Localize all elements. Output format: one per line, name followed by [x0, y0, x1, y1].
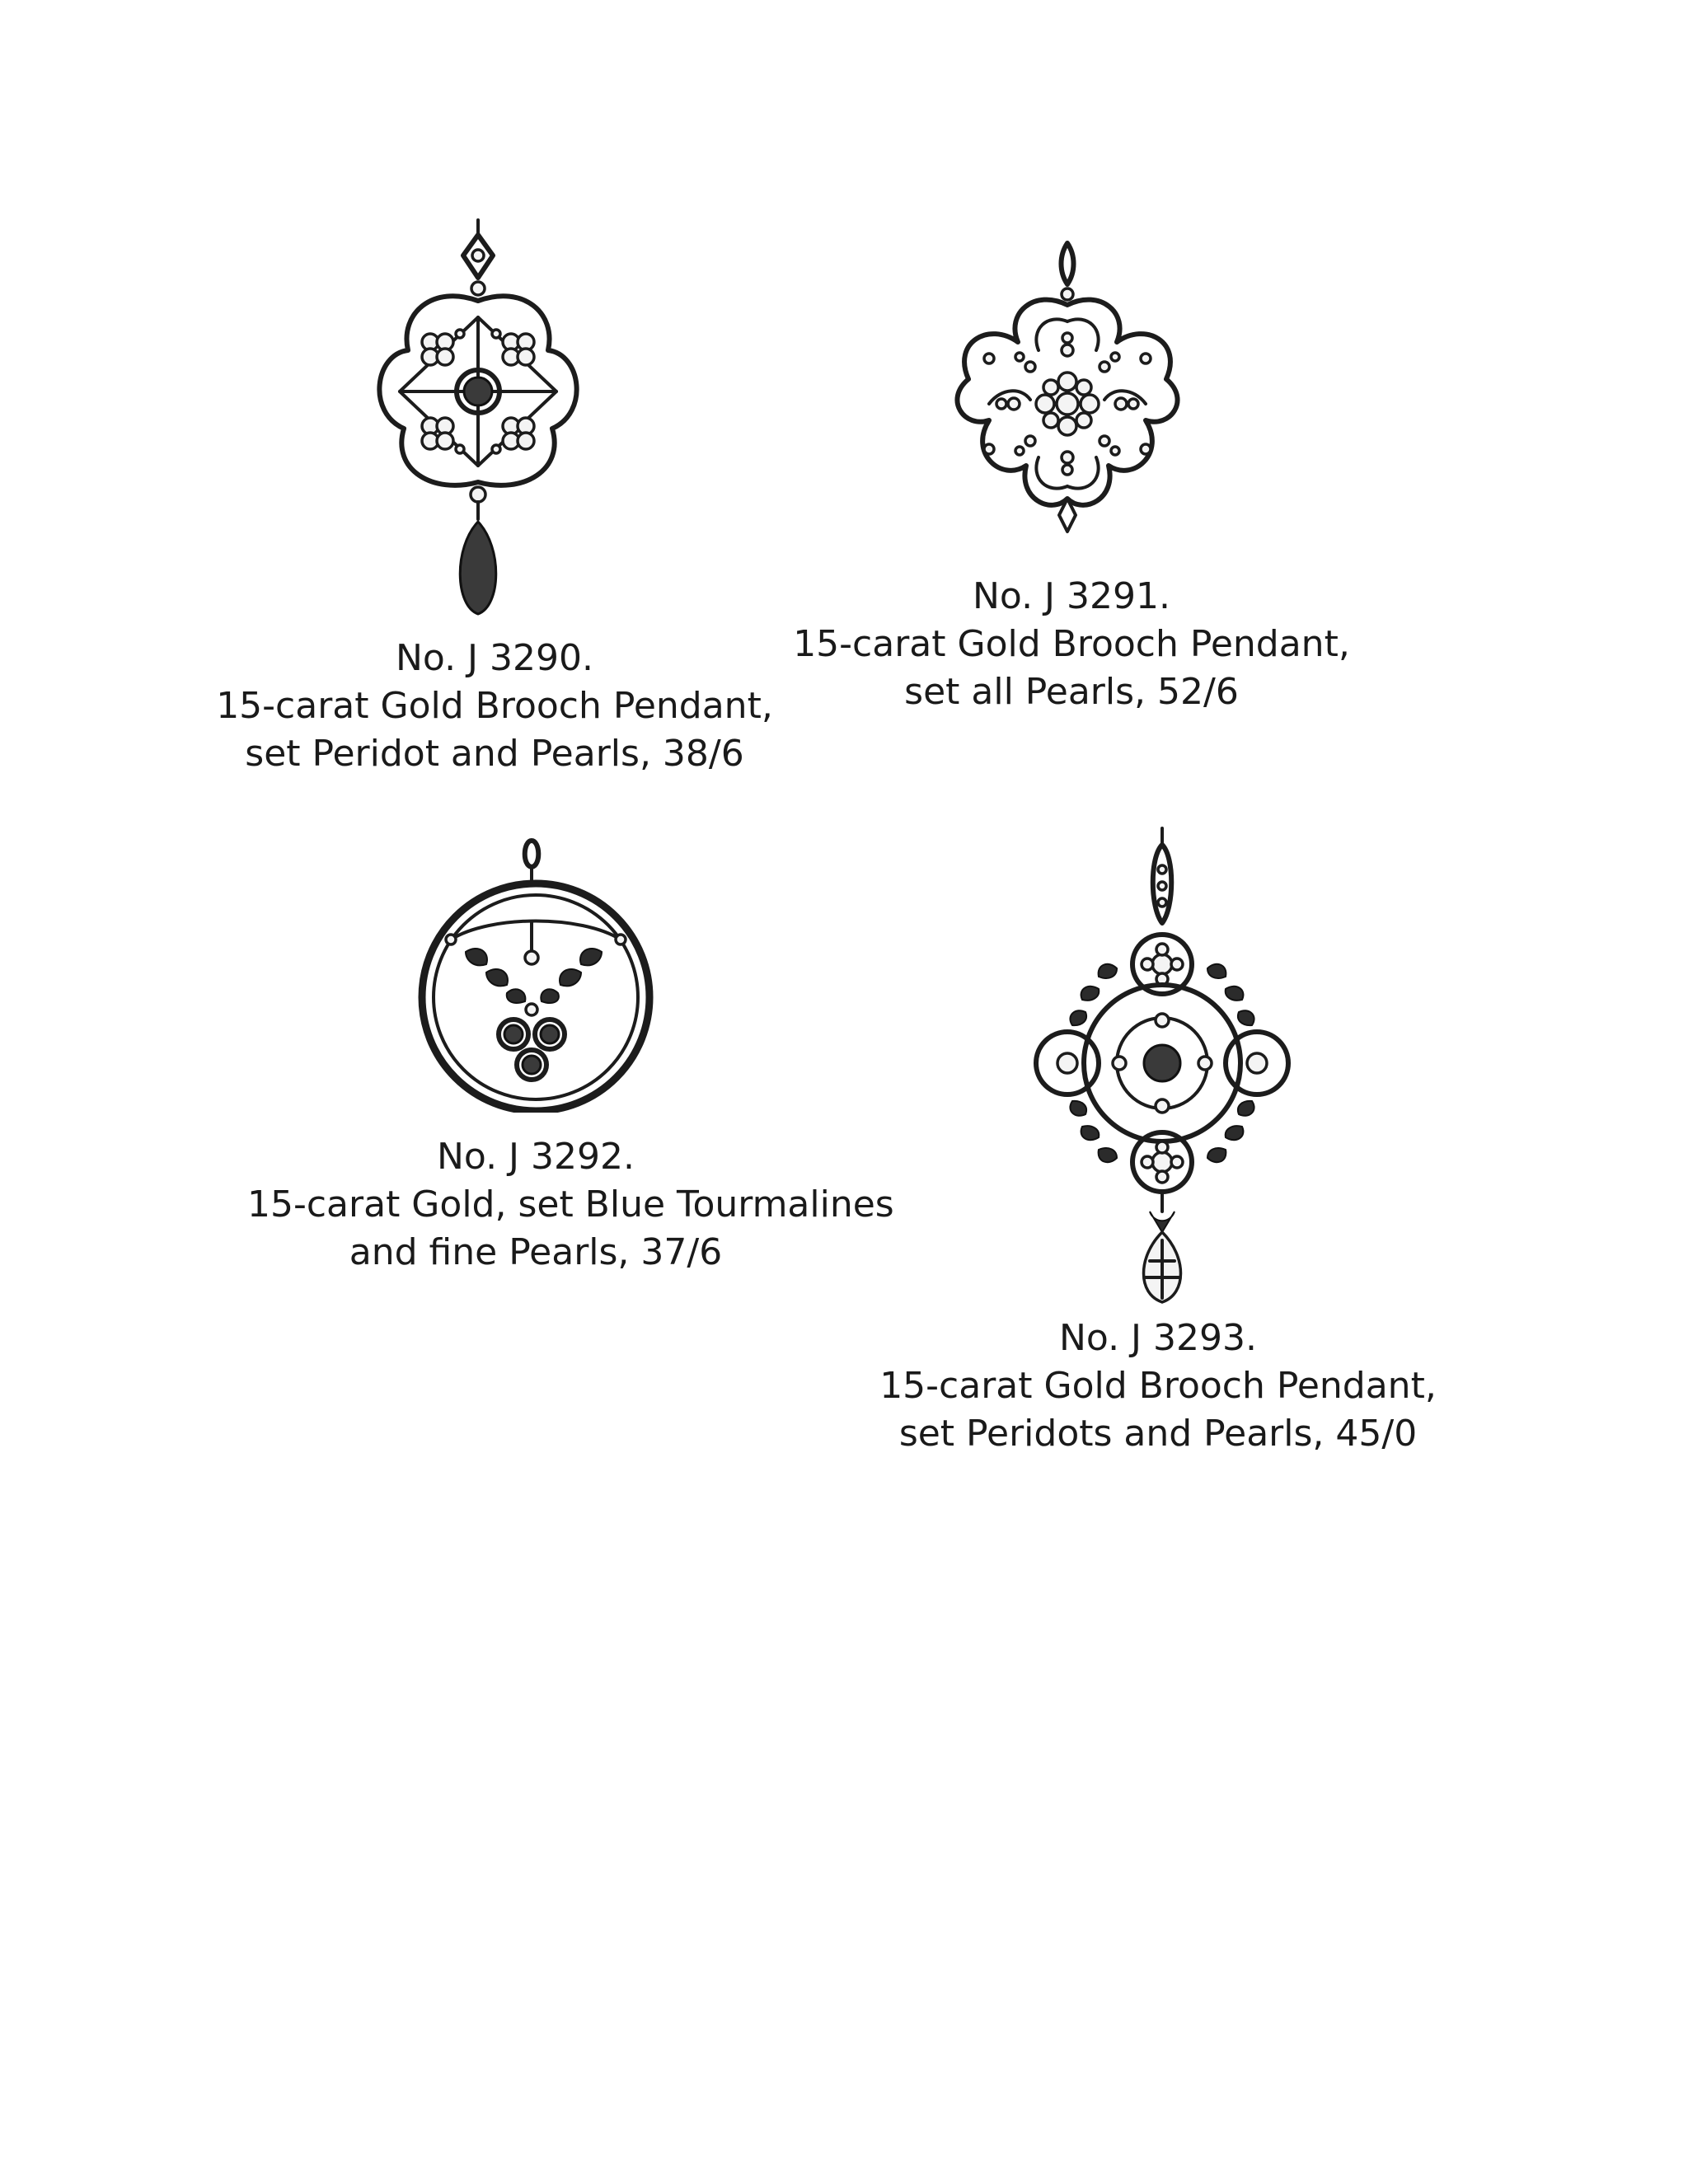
caption-j3290 — [206, 635, 783, 778]
item-description: 15-carat Gold Brooch Pendant, — [216, 685, 773, 727]
caption-j3291 — [783, 573, 1360, 716]
pendant-j3292-illustration — [416, 832, 663, 1113]
item-number: No. J 3292. — [437, 1136, 635, 1178]
pendant-j3291-illustration — [944, 235, 1199, 565]
item-number: No. J 3290. — [396, 637, 593, 679]
item-description: 15-carat Gold Brooch Pendant, — [879, 1365, 1437, 1407]
item-number: No. J 3291. — [973, 575, 1170, 617]
item-price-line: set all Pearls, 52/6 — [904, 671, 1239, 713]
item-price-line: set Peridots and Pearls, 45/0 — [898, 1413, 1418, 1455]
caption-j3292 — [247, 1133, 894, 1277]
item-price-line: set Peridot and Pearls, 38/6 — [245, 733, 744, 775]
item-number: No. J 3293. — [1059, 1317, 1257, 1359]
item-price-line: and fine Pearls, 37/6 — [349, 1231, 723, 1273]
item-description: 15-carat Gold Brooch Pendant, — [793, 623, 1350, 665]
item-description: 15-carat Gold, set Blue Tourmalines — [247, 1183, 894, 1226]
pendant-j3290-illustration — [363, 210, 626, 626]
pendant-j3293-illustration — [1026, 824, 1306, 1306]
caption-j3293 — [870, 1315, 1447, 1458]
